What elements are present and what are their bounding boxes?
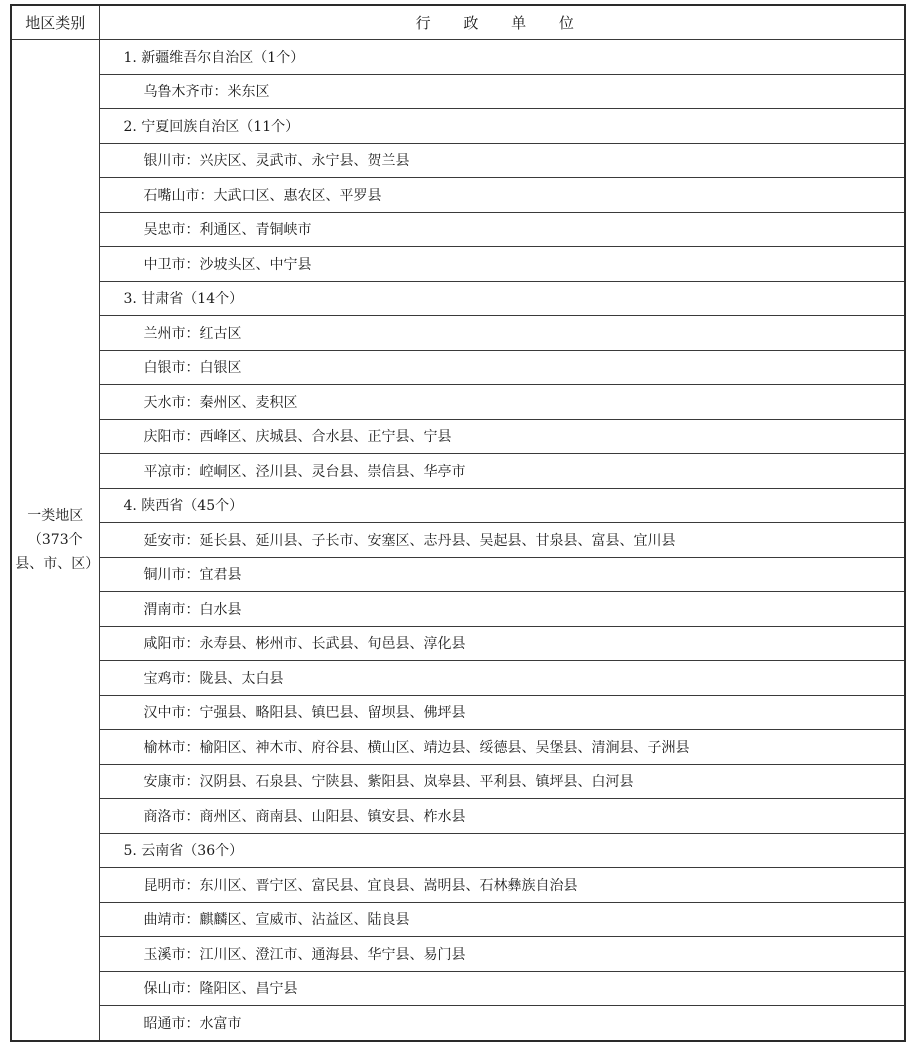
city-entry: 渭南市：白水县 — [99, 592, 905, 627]
province-heading: 4. 陕西省（45个） — [99, 488, 905, 523]
city-entry: 银川市：兴庆区、灵武市、永宁县、贺兰县 — [99, 143, 905, 178]
city-row — [11, 74, 905, 109]
province-row — [11, 109, 905, 144]
city-entry: 中卫市：沙坡头区、中宁县 — [99, 247, 905, 282]
province-heading: 1. 新疆维吾尔自治区（1个） — [99, 40, 905, 75]
city-entry: 玉溪市：江川区、澄江市、通海县、华宁县、易门县 — [99, 937, 905, 972]
category-cell — [11, 40, 99, 1041]
city-row — [11, 730, 905, 765]
city-entry: 白银市：白银区 — [99, 350, 905, 385]
city-entry: 天水市：秦州区、麦积区 — [99, 385, 905, 420]
city-row — [11, 178, 905, 213]
city-row — [11, 868, 905, 903]
header-row — [11, 5, 905, 40]
header-units: 行 政 单 位 — [99, 5, 905, 40]
city-entry: 乌鲁木齐市：米东区 — [99, 74, 905, 109]
province-row — [11, 488, 905, 523]
city-entry: 商洛市：商州区、商南县、山阳县、镇安县、柞水县 — [99, 799, 905, 834]
city-row — [11, 937, 905, 972]
city-entry: 平凉市：崆峒区、泾川县、灵台县、崇信县、华亭市 — [99, 454, 905, 489]
city-row — [11, 626, 905, 661]
city-entry: 昭通市：水富市 — [99, 1006, 905, 1041]
city-entry: 咸阳市：永寿县、彬州市、长武县、旬邑县、淳化县 — [99, 626, 905, 661]
city-entry: 曲靖市：麒麟区、宣威市、沾益区、陆良县 — [99, 902, 905, 937]
province-heading: 2. 宁夏回族自治区（11个） — [99, 109, 905, 144]
city-row — [11, 592, 905, 627]
province-row — [11, 40, 905, 75]
province-heading: 3. 甘肃省（14个） — [99, 281, 905, 316]
city-row — [11, 454, 905, 489]
city-row — [11, 350, 905, 385]
city-row — [11, 764, 905, 799]
city-row — [11, 1006, 905, 1041]
city-entry: 宝鸡市：陇县、太白县 — [99, 661, 905, 696]
city-row — [11, 799, 905, 834]
city-entry: 吴忠市：利通区、青铜峡市 — [99, 212, 905, 247]
category-count: （373个县、市、区） — [15, 531, 100, 572]
city-entry: 铜川市：宜君县 — [99, 557, 905, 592]
province-row — [11, 281, 905, 316]
city-entry: 安康市：汉阴县、石泉县、宁陕县、紫阳县、岚皋县、平利县、镇坪县、白河县 — [99, 764, 905, 799]
city-row — [11, 143, 905, 178]
table-body — [11, 40, 905, 1041]
city-row — [11, 661, 905, 696]
city-row — [11, 971, 905, 1006]
city-row — [11, 557, 905, 592]
city-row — [11, 523, 905, 558]
city-row — [11, 902, 905, 937]
city-entry: 兰州市：红古区 — [99, 316, 905, 351]
province-row — [11, 833, 905, 868]
city-row — [11, 316, 905, 351]
city-entry: 保山市：隆阳区、昌宁县 — [99, 971, 905, 1006]
city-row — [11, 247, 905, 282]
city-entry: 榆林市：榆阳区、神木市、府谷县、横山区、靖边县、绥德县、吴堡县、清涧县、子洲县 — [99, 730, 905, 765]
city-row — [11, 385, 905, 420]
header-category: 地区类别 — [11, 5, 99, 40]
province-heading: 5. 云南省（36个） — [99, 833, 905, 868]
city-row — [11, 695, 905, 730]
city-entry: 延安市：延长县、延川县、子长市、安塞区、志丹县、吴起县、甘泉县、富县、宜川县 — [99, 523, 905, 558]
city-entry: 汉中市：宁强县、略阳县、镇巴县、留坝县、佛坪县 — [99, 695, 905, 730]
city-entry: 庆阳市：西峰区、庆城县、合水县、正宁县、宁县 — [99, 419, 905, 454]
region-table — [10, 4, 906, 1042]
city-entry: 昆明市：东川区、晋宁区、富民县、宜良县、嵩明县、石林彝族自治县 — [99, 868, 905, 903]
city-row — [11, 212, 905, 247]
city-row — [11, 419, 905, 454]
city-entry: 石嘴山市：大武口区、惠农区、平罗县 — [99, 178, 905, 213]
category-name: 一类地区 — [27, 507, 84, 524]
